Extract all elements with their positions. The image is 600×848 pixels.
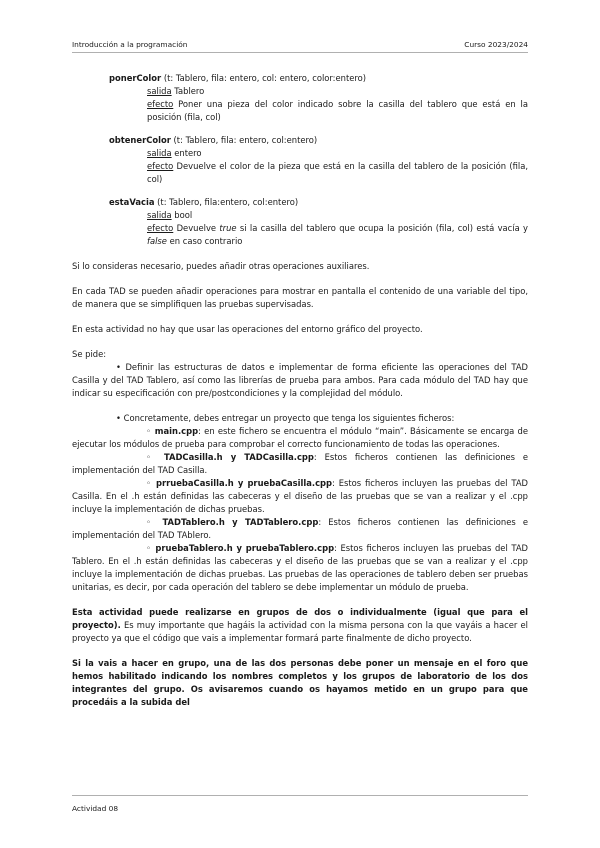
file-item: ◦ main.cpp: en este fichero se encuentra el módulo “main”. Básicamente se encarga de ejecutar los módulos de prueba para comprobar el correcto funcionamiento de todas las operaciones.: [72, 426, 528, 449]
file-item: ◦ pruebaTablero.h y pruebaTablero.cpp: Estos ficheros incluyen las pruebas del TAD Tablero. En el .h están definidas las cabeceras y el diseño de las pruebas que se van a realizar y el .cpp incluye la implementación de dichas pruebas. Las pruebas de las operaciones de tablero deben ser pruebas unitarias, es decir, por cada operación del tablero se debe implementar un módulo de prueba.: [72, 543, 528, 592]
paragraph-grupos: Esta actividad puede realizarse en grupos de dos o individualmente (igual que para el proyecto). Es muy importante que hagáis la actividad con la misma persona con la que vayáis a hacer el proyecto ya que el código que vais a implementar formará parte finalmente de dicho proyecto.: [72, 607, 528, 643]
op-esta-vacia: estaVacia (t: Tablero, fila:entero, col:entero) salida bool efecto Devuelve true si la casilla del tablero que ocupa la posición (fila, col) está vacía y false en caso contrario: [109, 197, 529, 246]
op-name: obtenerColor: [109, 135, 171, 145]
paragraph-final: Si la vais a hacer en grupo, una de las dos personas debe poner un mensaje en el foro que hemos habilitado indicando los nombres completos y los grupos de laboratorio de los dos integrantes del grupo. Os avisaremos cuando os hayamos metido en un grupo para que procedáis a la subida del: [72, 658, 528, 707]
file-item: ◦ TADTablero.h y TADTablero.cpp: Estos ficheros contienen las definiciones e implementación del TAD TAblero.: [72, 517, 528, 540]
op-poner-color: ponerColor (t: Tablero, fila: entero, col: entero, color:entero) salida Tablero efecto Poner una pieza del color indicado sobre la casilla del tablero que está en la posición (fila, col): [109, 73, 528, 122]
op-name: estaVacia: [109, 197, 155, 207]
paragraph-aux: Si lo consideras necesario, puedes añadir otras operaciones auxiliares.: [72, 261, 370, 271]
bullet-item: • Definir las estructuras de datos e implementar de forma eficiente las operaciones del TAD Casilla y del TAD Tablero, así como las librerías de prueba para ambos. Para cada módulo del TAD hay que indicar su especificación con pre/postcondiciones y la complejidad del módulo.: [72, 362, 528, 398]
paragraph-grafico: En esta actividad no hay que usar las operaciones del entorno gráfico del proyecto.: [72, 324, 423, 334]
op-name: ponerColor: [109, 73, 162, 83]
header-rule: [72, 52, 528, 53]
op-obtener-color: obtenerColor (t: Tablero, fila: entero, col:entero) salida entero efecto Devuelve el color de la pieza que está en la casilla del tablero de la posición (fila, col): [109, 135, 528, 184]
course-name: Introducción a la programación: [72, 40, 188, 49]
se-pide-heading: Se pide:: [72, 349, 107, 359]
paragraph-tad: En cada TAD se pueden añadir operaciones para mostrar en pantalla el contenido de una variable del tipo, de manera que se simplifiquen las pruebas supervisadas.: [72, 286, 528, 309]
page-footer: [72, 802, 118, 815]
activity-label: Actividad 08: [72, 804, 119, 813]
bullet-item: • Concretamente, debes entregar un proyecto que tenga los siguientes ficheros:: [116, 413, 455, 423]
page-body: [72, 72, 528, 709]
file-item: ◦ TADCasilla.h y TADCasilla.cpp: Estos ficheros contienen las definiciones e implementación del TAD Casilla.: [72, 452, 529, 475]
file-item: ◦ prruebaCasilla.h y pruebaCasilla.cpp: Estos ficheros incluyen las pruebas del TAD Casilla. En el .h están definidas las cabeceras y el diseño de las pruebas que se van a realizar y el .cpp incluye la implementación de dichas pruebas.: [72, 478, 529, 514]
footer-rule: [72, 795, 528, 796]
course-year: Curso 2023/2024: [464, 40, 528, 49]
